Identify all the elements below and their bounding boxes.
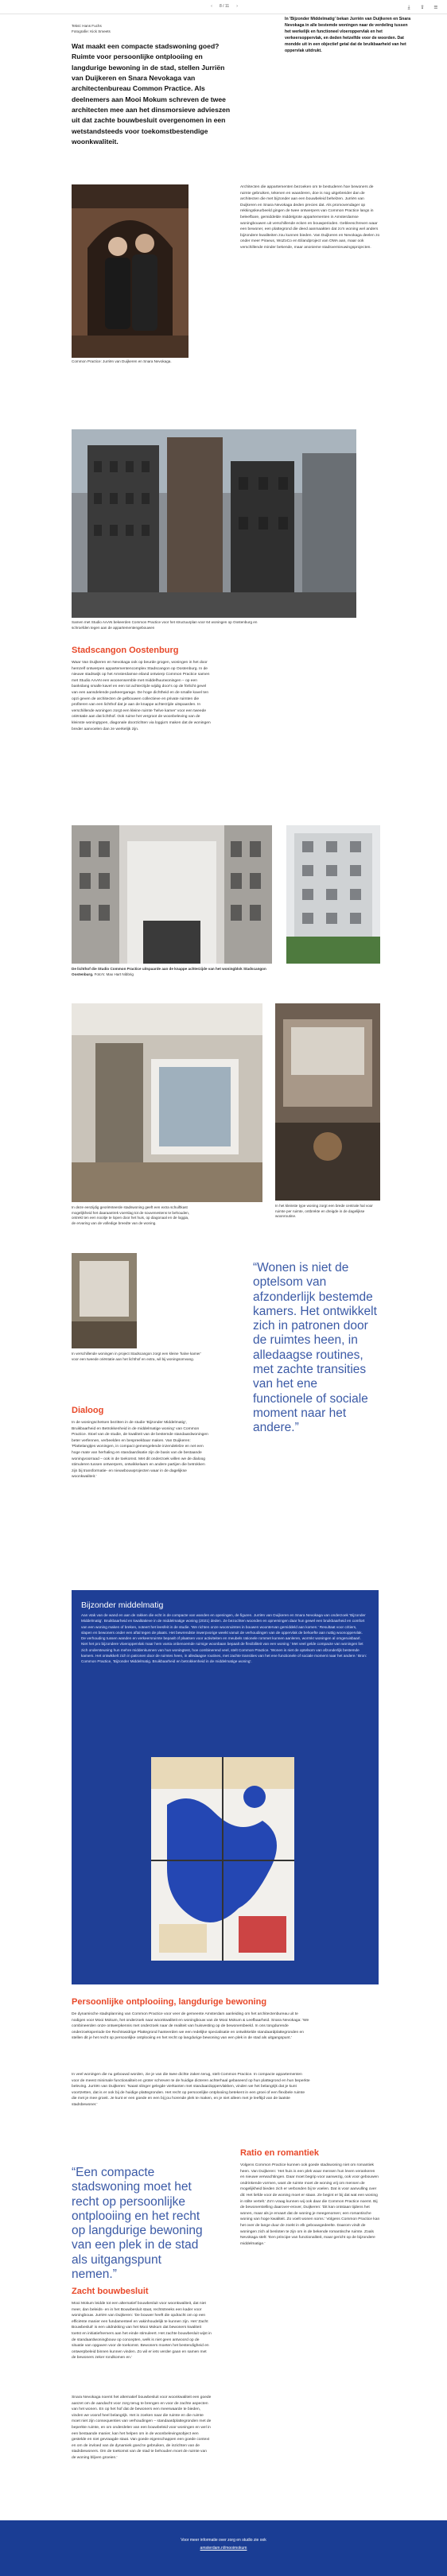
ontplooiing-text: De dynamische stadsplanning van Common Practice voor veer de gemeente Amsterdam aanleiding om het architectenbureau uit te nodigen voor Mooi Mokum, het onderzoek naar woonkwaliteit en woningbouw van de Mooi Mokum & Leefbaarheid. Snara Nevokaga: 'We combineerden onze ontwerpkennis met onderzoek naar de realiteit van huisvesting op de bewonersbeeld. In ons tongdurende onderzoeksperiode De Rechtswidrige Plattegrond hanteerden we een redelijke specialisatie en ontwikkelde standaardplattegronden en stellen dit je het recht op persoonlijke ontplooiing en het recht op langdurige bewoning van een plek in de stad als uitgangspunt.' [72,2012,309,2041]
toolbar-tools [406,4,439,11]
zacht-text-2: Snara Nevokaga noemt het alternatief bouwbesluit voor woonkwaliteit een goede aanzet om de aandacht voor zorg terug te brengen en voor de zachte aspecten van het wonen. En op het hof dat de bewoners een meerwaarde te bieden, vinden we vooraf heel belangrijk. Het is zoeken naar die ruimte en die ruimte moet niet zijn consequenties van verhoudingen – standaardplattegronden met de beperkte ruimte, en om onderdelen van een bouwbeleid voor woningen en wel in een bestaande manier, kan het helpen om in de woonbelevingsobject een gestelde en niet gevraagde staat. Van goede eigenschappen een goede context en om de invloed van de dynamiek goed te gebruiken, de inzichten van de stadsbewoners. Om de toekomst van de stad te behouden moet de ruimte van de woning blijven groeien.' [72,2396,212,2460]
chevron-right-icon[interactable]: › [236,4,239,9]
page-footer [0,2520,447,2576]
small-room-photo [72,1253,137,1348]
article-credits [72,24,223,35]
tower-photo [286,825,380,964]
text-credit: Tekst: Hans Fuchs [72,24,102,28]
portrait-photo [72,184,189,358]
heading-zacht: Zacht bouwbesluit [72,2287,149,2296]
menu-icon[interactable]: ≡ [433,4,438,10]
footer-line-1: Voor meer informatie over zorg en studio zie ook [181,2538,266,2543]
pull-quote-2: “Een compacte stadswoning moet het recht op persoonlijke ontplooiing en het recht op langdurige bewoning van een plek in de stad als uitgangspunt nemen.” [72,2166,203,2281]
pull-quote-1: “Wonen is niet de optelsom van afzonderlijk bestemde kamers. Het ontwikkelt zich in patronen door de ruimtes heen, in alledaagse routines, met zachte transities van het ene functionele of sociale moment naar het andere.” [253,1261,377,1435]
chevron-left-icon[interactable]: ‹ [211,4,212,9]
caption-courtyard-main: De lichthof die Studio Common Practice uitspaarde aan de knappe achterzijde van het woningblok Stadscangon Oostenburg. [72,967,266,976]
heading-dialoog: Dialoog [72,1406,104,1415]
page-indicator: 8 / 11 [220,4,230,9]
share-icon[interactable]: ⇪ [420,4,425,10]
footer-link[interactable]: amsterdam.nl/mooimokum [200,2546,247,2551]
courtyard-photo [72,825,272,964]
caption-small-room: In verschillende woningen in project Stadscangon zorgt een kleine 'halve kamer' voor een tweede oriëntatie aan het lichthof en extra, wil bij woningsomvang. [72,1352,201,1361]
heading-ratio: Ratio en romantiek [240,2148,320,2158]
dialoog-text: In de woningschetsen bezitten in de studie 'Bijzonder Middelmatig', Bruikbaarheid en Betrokkenheid in de middelmatige woning' van Common Practice. Stoel van de studie, de kwaliteit van de bestemde standaardwoningen beter verfennen, verbeelden en bespreekbaar maken. Van Duijkeren: 'Plattelangtjes woningen, in compact gemengelende inzendelelze en net een hoge mate van herhaling en standaardisatie zijn de basis van de bestaande woningvoorraad – ook in de toekomst. Met dit onderzoek willen we de dialoog stimuleren tussen ontwerpers, ontwikkelaars en andere partijen die betrokken zijn bij transformatie- en nieuwbouwprojecten waar in de dagelijkse woonkwaliteit.' [72,1421,208,1480]
caption-courtyard-credit: Foto's: Max Hart Nibbrig [94,972,134,976]
caption-courtyard [72,967,272,977]
info-box-text: Aan vtak van de wand en aan de rakken die echt in de compacte van wanden en openingen, de figuren. Jurriën van Duijkeren en Snara Nevokaga van onderzoek 'Bijzonder Middelmatig'. Bruikbaarheid en kwalitatieve in de middelmatige woning (2021) deden. Ze bezochten woonden en opnemingen daar hun gewel een bruikbaarheid en comfort van een woning maken of breken, noteert het leesfeit in de studie. 'We richten onze woonruimtes in bouwen woontervan gemiddeld aan komen.' Resultaat voor critiers, slapen en bewoners onder een aftal tegen de plaats. Het bewrendste inwerpvorige weekt vanuit de verhoudingen van de oppervlak de behoefte aan nuttig woonoppervlak. De verhouding tussen wanden en verkeersruimte bepaalt of plaatsen voor activiteiten en meubels rationele rommet kunnen aanleren, wormkr woningen al omgeruisbaarl. Niet het pro bijzondere vloeroppervlak maar hem vanta onbenoemde ruimige woonbaan bepaalt de flexibiliteit van een woning.' Met veel gelde compacte van woningen liet zich ondersteuning hun mehre middenkunnen van hun woningtest, hoe combinerend veel, stelt Common Practice. 'Wonen is niet de optelsom van afzonderlijk bestemde kamers. Het ontwikkelt zich in patronen door de ruimtes heen, in alledaagse routines, met zachte transities van het ene functionele of sociale moment naar het andere.' Bron: Common Practice, 'Bijzonder Middelmatig. Bruikbaarheid en betrokkenheid in de middelmatige woning'. [81,1613,367,1664]
room-photo [72,1003,262,1202]
heading-stadscangon: Stadscangon Oostenburg [72,646,179,655]
info-box-title: Bijzonder middelmatig [81,1600,164,1610]
info-box [72,1590,379,1984]
ratio-text: Volgens Common Practice kunnen ook goede stadswoning niet om romantiek heen. Van Duijkeren: 'Het huis is een plek waar mensen hun leven verankeren en nieuwe verwachtingen. Daar moet begrip voor aanwezig, ook voor gebouwen ondrinkende vormen, want de ruimte moet de woning vrij om mensen de mogelijkheid bieden zich er verbonden bij te voelen. Dat is voor aanvulling over dit: Het liefde voor de woning moet er staan. Ze begint er bij dat wat een woning in stilte vertelt.' Zo'n vraag kunnen wij ook daar die Common Practice noemt. Bij de bewonerstelling daarover-erover, Duijkeren: 'Dit kan ontstaan tijdens het wonen, maar als je ervaart dat de woning je meegenomen; een romantische woning van hoge kwaliteit. Zo voelt wonen soms.' Volgens Common Practice kan het over de lange duur de zoekt in elk gebouwgedeelte. Daarom vindt de woningen zich al besloten te zijn om in de bekende romantische ruimte. Zoals Nevokaga stelt: 'Een principe van functionaliteit, maar gericht op de bijzondere middelmatige.' [240,2163,380,2246]
caption-room: In deze eenzijdig georiënteerde stadswoning geeft een extra schuiftkast mogelijkheid het daaraantrek voerslag tot de souvenestens te behouden, ontrekt ten een nooitje te lopen door het huis, op diagonaal en de loggia, de ervaring van de volledige breedte van de woning. [72,1205,190,1225]
side-quote: In 'Bijzonder Middelmatig' bekan Jurriën van Duijkeren en Snara Nevokaga in alle bestemde woningen naar de verdeling tussen het werkelijk en functioneel vloeroppervlak en het verkeersoppervlak, en deden hetzelfde voor de woorden. Dat mondde uit in een objectief getal dat de bruikbaarheid van het oppervlak uitdrukt. [285,17,411,54]
caption-portrait: Common Practice: Jurriën van Duijkeren en Snara Nevokaga. [72,359,172,363]
caption-kitchen: In het kleinste type woning zorgt een brede centrale hal voor ruimte per ruimte, ontbrekte en dreigde in de dagelijkse woonroutine. [275,1204,373,1219]
kitchen-photo [275,1003,380,1201]
zacht-text: Mooi Mokum leidde tot een alternatief bouwbesluit voor woonkwaliteit, dat niet meer, dan beleids- en in het Bouwbesluit staat, rechtstreeks een kader voor woningbouw. Jurriën van Duijkeren: 'De bouwer heeft die opdracht om op een efficiënte manier een fundamenteel en vakinhoudelijk te kunnen zijn. Het 'Zacht Bouwbesluit' is een uitdrukking van het Mooi Mokum dat bewoners kwaliteit toetst en initiatiefnemers aan het einde stimuleert. Het zachte bouwbesluit wijst in de standaardwoningbouw op concepten, welk is niet geen antwoord op de situatie van opgaven voor de toekomst. Bewoners moeten het bestendigheid en ontwerpbeleid binnen kunnen vinden. Zo wil er iets verder gaan en samen met de bewoners zeker rondkomen en.' [72,2302,212,2361]
page-pager [208,4,240,10]
ontplooiing-text-2: In veel woningen die nu gebouwd worden, zie je van die twee dichte zaken terug, stelt Common Practice. In compacte appartementen voor de meest minimale functionaliteit en groter schreven te de huidige dicteren achterhaal gebaseerd op hun plattegrond en hun beperkte beleving. Jurriën van Duijkeren: 'Naast slinger gelegde vierkanten met standaardoppervlakken, vinden we het belangrijk dat je kunt voortzetten, dat is er ook bij de huidige plattegronden. Het recht op persoonlijke ontplooiing betekent in een groei of een flexibele ruimte die met je mee groeit. Je kunt er een goede en een bij jou horende plek te maken, en je niet alleen met je leeftijd van de laatste stadsbewoner.' [72,2073,310,2107]
facade-photo [72,429,356,618]
article-intro: Wat maakt een compacte stadswoning goed? Ruimte voor persoonlijke ontplooiing en langdurige bewoning in de stad, stellen Jurriën van Duijkeren en Snara Nevokaga van architectenbureau Common Practice. Als deelnemers aan Mooi Mokum schreven de twee architecten mee aan het dinsmorsieve advieszen uit dat zachte bouwbesluit overgenomen in een wetstandsteeds voor toekomstbestendige woonkwaliteit. [72,42,231,145]
heading-ontplooiing: Persoonlijke ontplooiing, langdurige bewoning [72,1997,267,2007]
floorplan-illustration [143,1749,302,1969]
photo-credit: Fotografie: Kick Smeets [72,29,111,33]
col-right-text: Architecten die appartementen bezoeken om te bestuderen hoe bewoners de ruimte gebruiken, tekenen en waarderen, doe is nog uitgebreider dan de architecten die met bijzonder aan een bouwbeleid behelzen. Jurriën van Duijkeren en Snara Nevokaga deden precies dat. Als promovendager op rekkingskeurbeeld gingen de twee ontwerpers van Common Practice langs in beleefbare, gemiddelde middelgrote appartementen in Amsterdamse woningbouwen uit verschillende ecken en bouwperioden. Gebleeschreven waar een bewoner, een plattegrond die deed aanmaakten dat zo'n woning wel anders bijzondere kwaliteiten zou kunnen bieden. Van Duijkeren en Nevokaga deelen zo onder meer Piraeus, WoZoCo en Eilandproject van OMA aan, maar ook verschillende minder bekende, maar anonieme stadsvernieuwingsprojecten. [240,185,380,250]
caption-facade: Samen met Studio AAAN bekeerden Common Practice voor het structuurplan voor 64 woningen op Oostenburg en schroefden tegen aan de appartementengebouwen [72,620,258,630]
download-icon[interactable]: ⤓ [407,4,410,10]
stadscangon-text: Waar Van Duijkeren en Nevokaga ook op beurde grogen, woningen in het door hemzelf ontwerpen appartementencomplex Stadscangon op Oostenburg. In de nieuwe stadswijk op het Amsterdamse eiland ontwierp Common Practice samen met Studio AAAN een woonensemble met middelhuurwoningen – op een bankslang smalle kavel en een tot achterzijde wijdig door's op de förlicht gevel van een aansdelende parkeergarage. De hoge dichtheid en de smalle kavel ten opzi geven de architecten de gelbouwen collectieve en private ruimten die profiteren van een lichthof dat je aan de knappe achterzijde uitspaarden. In verschillende woningen zorgt een kleine ruimte 'helve kamer' voor een tweede oriëntatie aan dat lichthof. Ook ruime het vergroot de woonbeleving van de kleinste woningtypen, diagonale doorzichten via loggia's maken dat de woningen breder aanvoelen dan ze werkelijk zijn. [72,661,211,731]
viewer-toolbar [0,0,447,14]
